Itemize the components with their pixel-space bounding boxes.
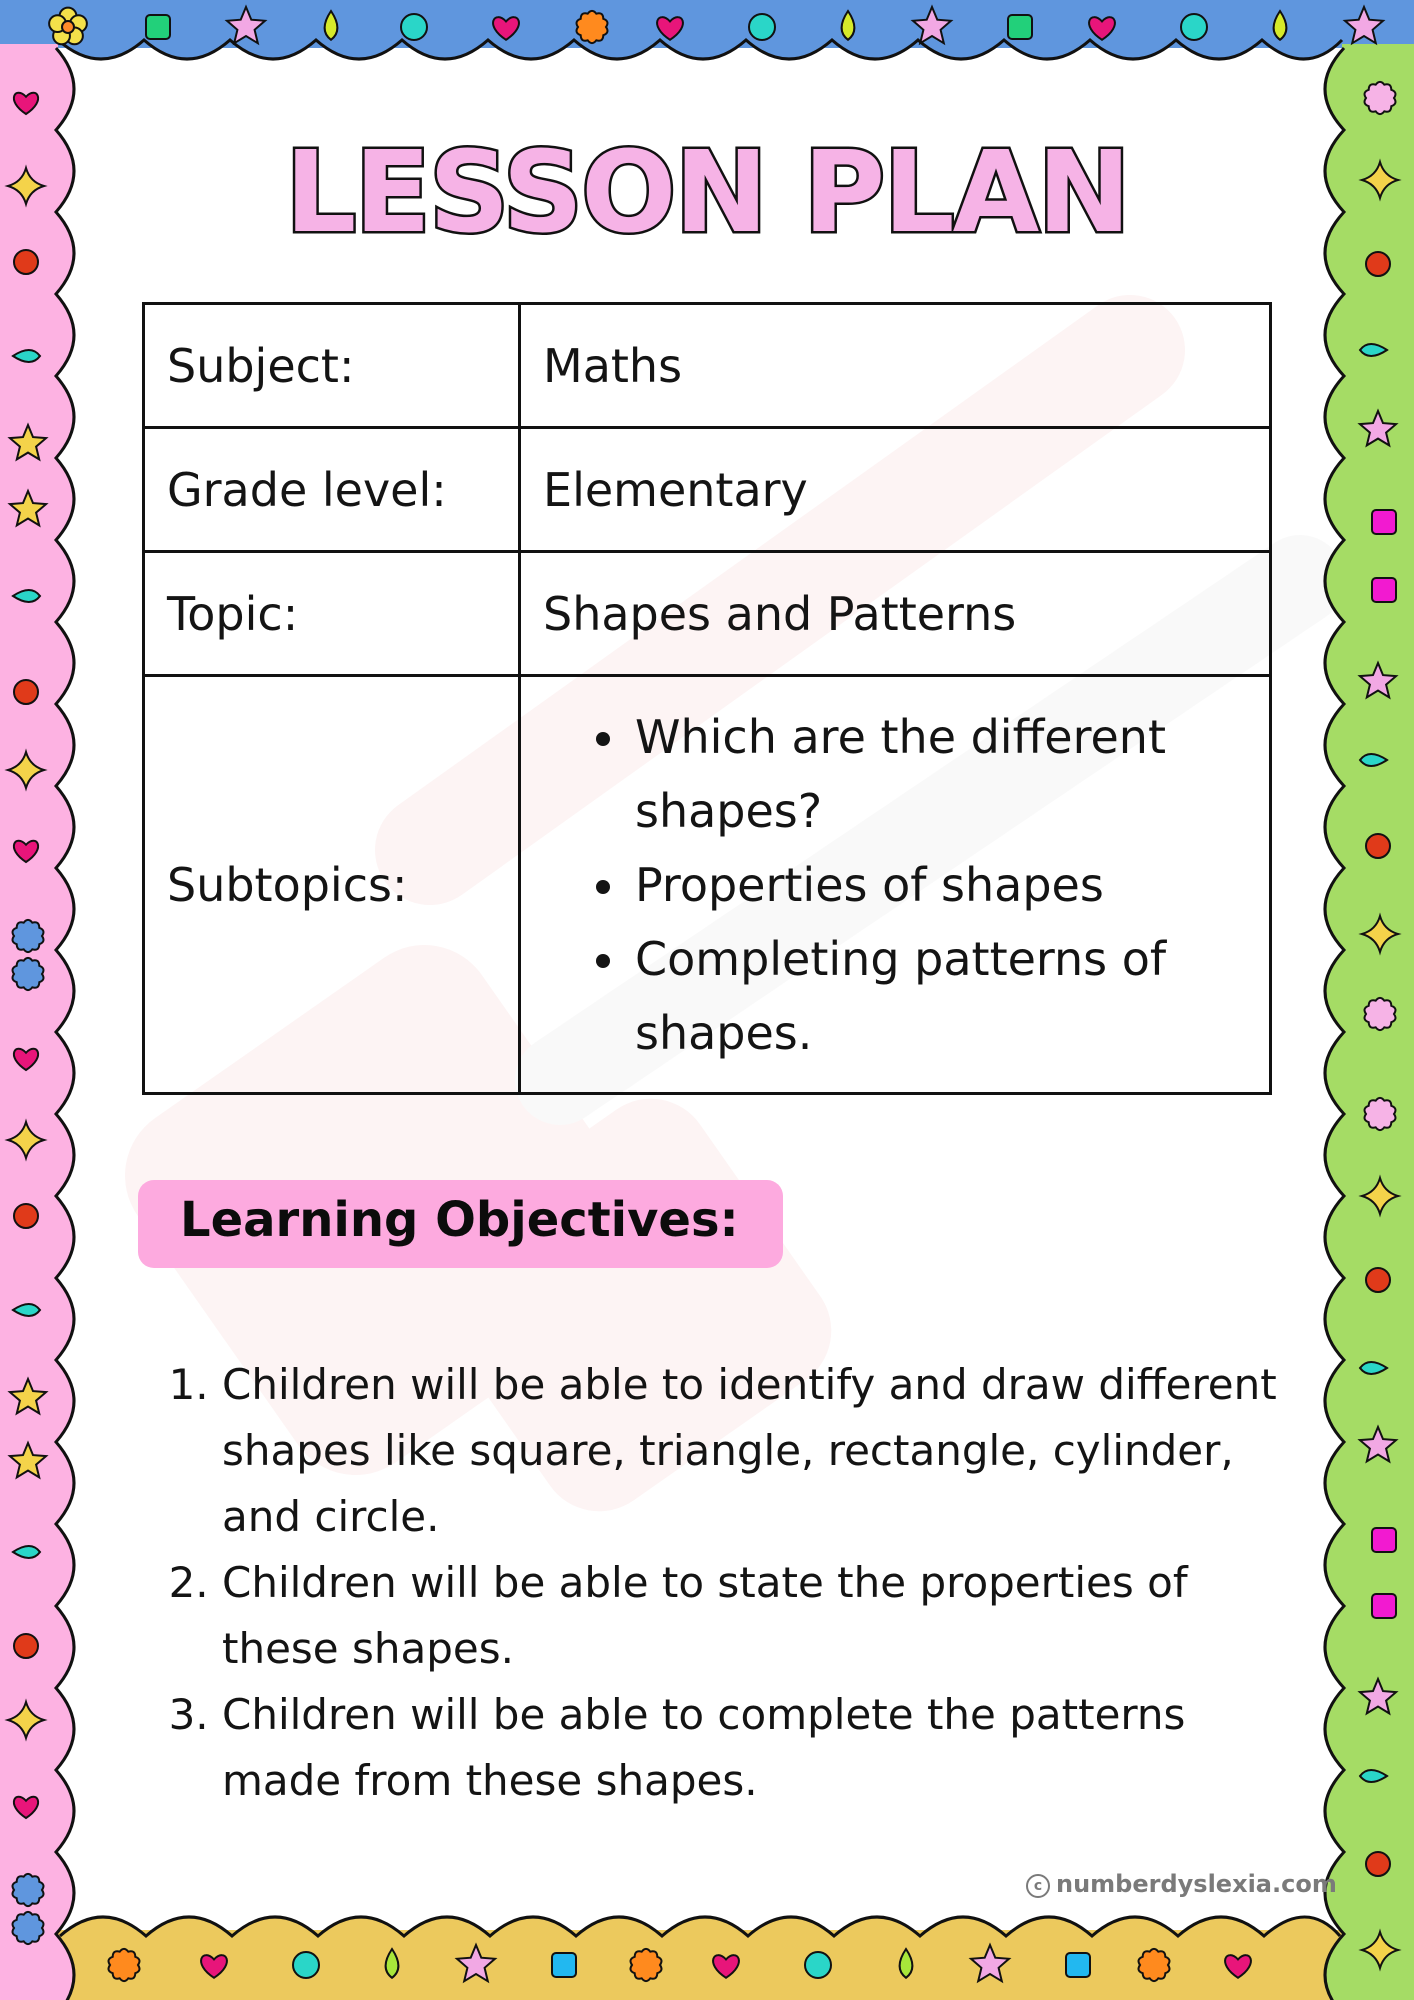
- objective-item: 1. Children will be able to identify and draw different shapes like square, triangle, rectangle, cylinder, and circle.: [222, 1352, 1282, 1550]
- footer-site: numberdyslexia.com: [1056, 1870, 1337, 1898]
- page-title: LESSON PLAN: [285, 128, 1129, 258]
- copyright-icon: c: [1026, 1874, 1050, 1898]
- table-row-topic: [144, 552, 1271, 676]
- subject-label: Subject:: [144, 304, 520, 428]
- topic-label: Topic:: [144, 552, 520, 676]
- objectives-heading: Learning Objectives:: [180, 1192, 739, 1248]
- table-row-subject: [144, 304, 1271, 428]
- lesson-info-table: [142, 302, 1272, 1095]
- table-row-subtopics: [144, 676, 1271, 1094]
- objective-item: 2. Children will be able to state the properties of these shapes.: [222, 1550, 1282, 1682]
- grade-label: Grade level:: [144, 428, 520, 552]
- subject-value: Maths: [520, 304, 1271, 428]
- objectives-heading-pill: [138, 1180, 783, 1268]
- grade-value: Elementary: [520, 428, 1271, 552]
- footer-credit: [1026, 1870, 1337, 1898]
- subtopics-list: [543, 700, 1247, 1070]
- subtopics-cell: [520, 676, 1271, 1094]
- subtopic-item: • Completing patterns of shapes.: [631, 922, 1247, 1070]
- objective-item: 3. Children will be able to complete the patterns made from these shapes.: [222, 1682, 1282, 1814]
- table-row-grade: [144, 428, 1271, 552]
- objectives-list: [178, 1352, 1282, 1814]
- subtopic-item: • Which are the different shapes?: [631, 700, 1247, 848]
- subtopic-item: • Properties of shapes: [631, 848, 1247, 922]
- subtopics-label: Subtopics:: [144, 676, 520, 1094]
- topic-value: Shapes and Patterns: [520, 552, 1271, 676]
